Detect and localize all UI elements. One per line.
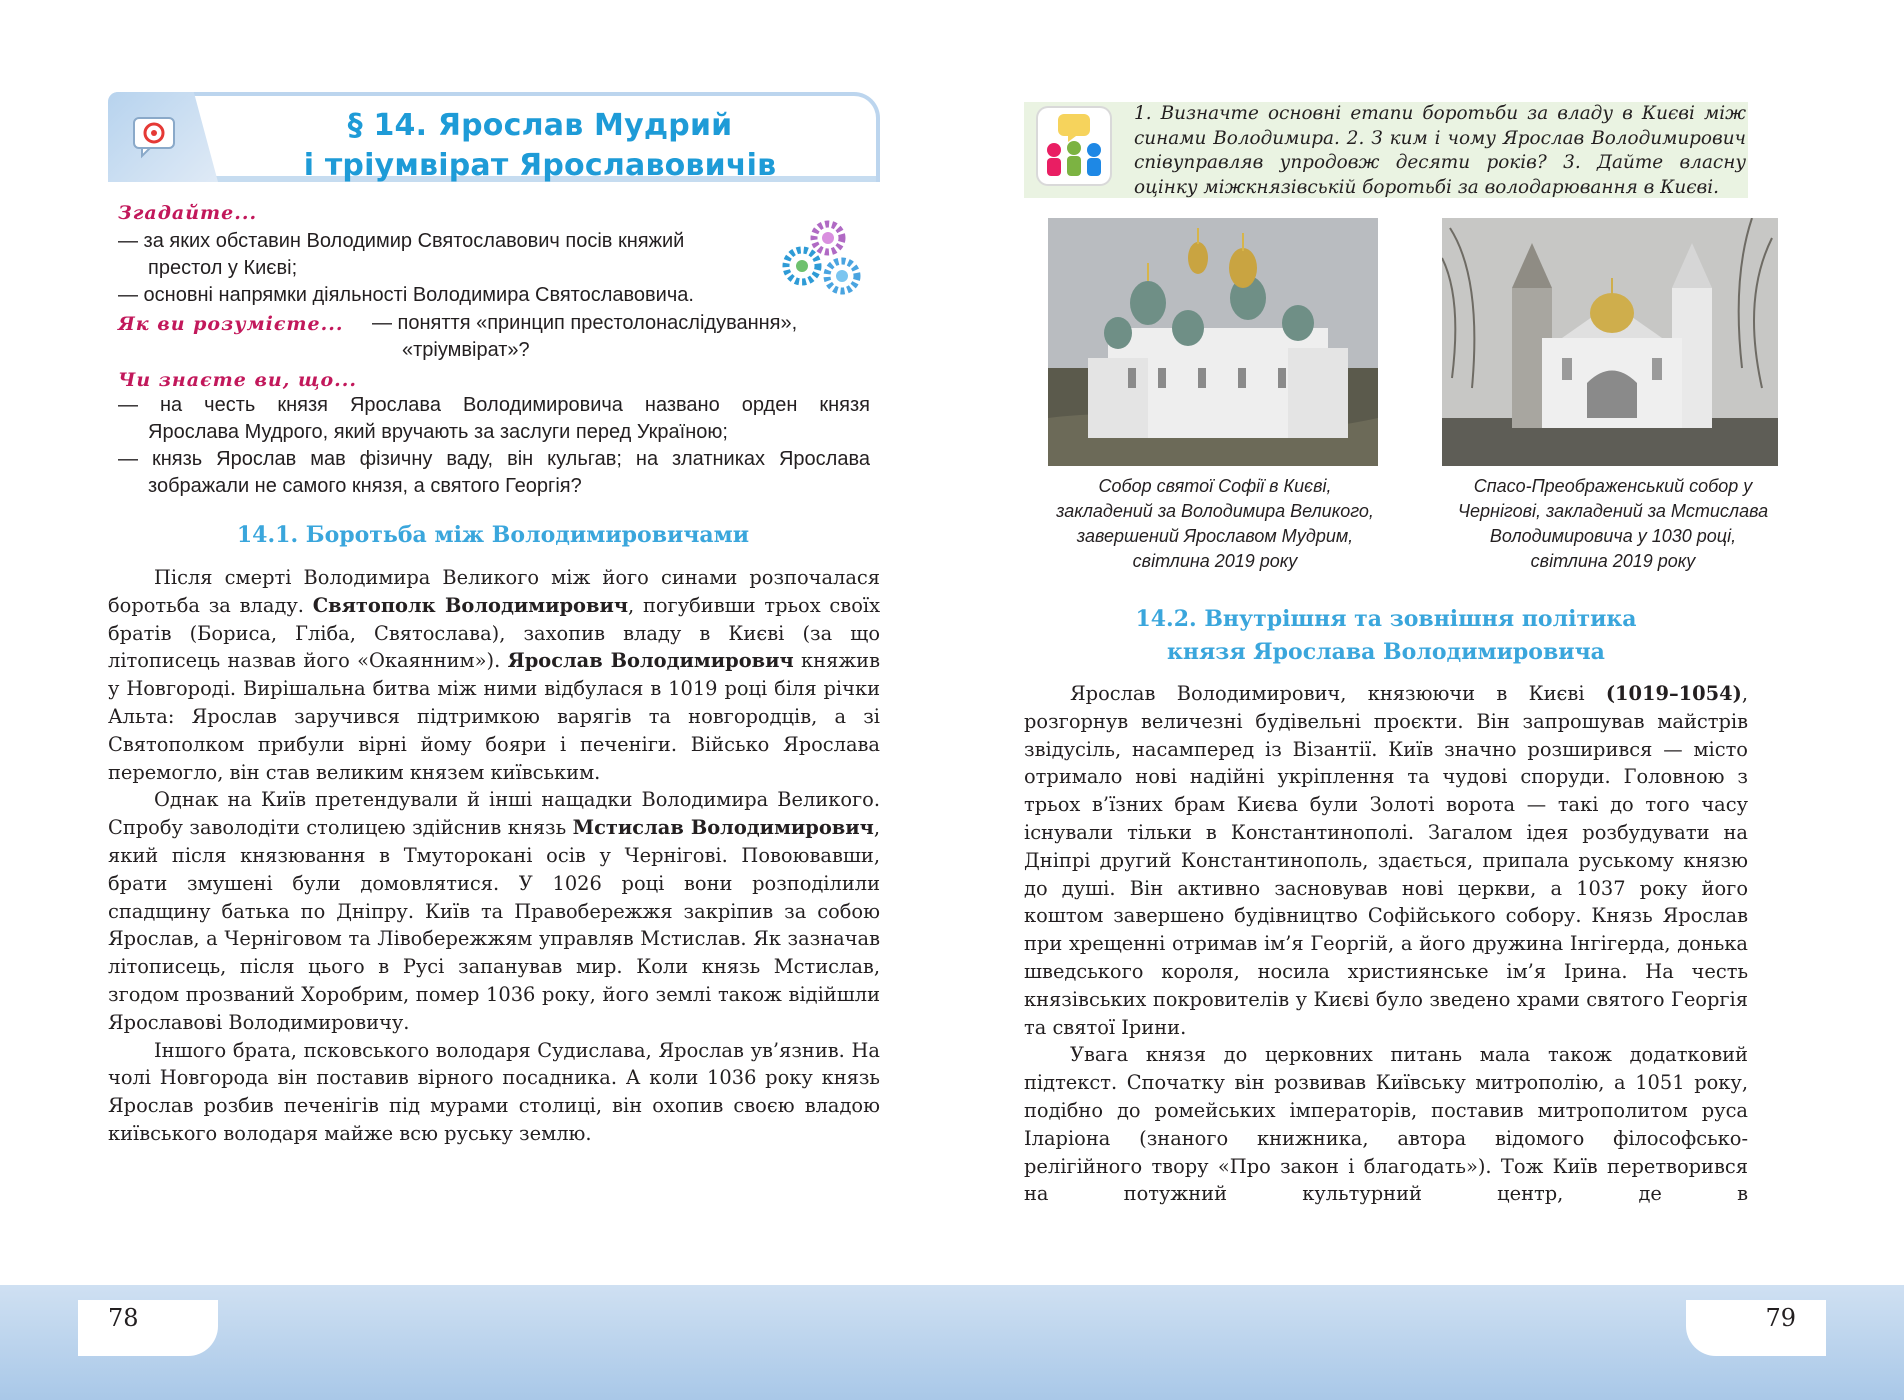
page-title-line2: і тріумвірат Ярославовичів: [303, 148, 777, 183]
photo-caption-right: Спасо-Преображенський собор у Чернігові, закладений за Мстислава Володимировича у 1030 році, світлина 2019 року: [1457, 476, 1769, 571]
paragraph: Після смерті Володимира Великого між його синами розпочалася боротьба за владу. Святополк Володимирович, погубивши трьох своїх братів (Бориса, Гліба, Святослава), захопив владу в Києві (за що літописець назвав його «Окаянним»). Ярослав Володимирович княжив у Новгороді. Вирішальна битва між ними відбулася в 1019 році біля річки Альта: Ярослав заручився підтримкою варягів та новгородців, а зі Святополком прибули вірні йому бояри і печеніги. Військо Ярослава перемогло, він став великим князем київським.: [108, 566, 881, 784]
recall-heading: Згадайте...: [118, 202, 258, 224]
paragraph: Ярослав Володимирович, князюючи в Києві (1019–1054), розгорнув величезні будівельні проєкти. Він запрошував майстрів звідусіль, насамперед із Візантії. Київ значно розширився — місто отримало нові надійні укріплення та чудові споруди. Головною з трьох в’їзних брам Києва були Золоті ворота — такі до того часу існували тільки в Константинополі. Загалом ідея розбудувати на Дніпрі другий Константинополь, здається, припала руському князю до душі. Він активно засновував нові церкви, а 1037 року його коштом завершено будівництво Софійського собору. Князь Ярослав при хрещенні отримав ім’я Георгій, а його дружина Інгігерда, донька шведського короля, носила християнське ім’я Ірина. На честь князівських покровителів у Києві було зведено храми святого Георгія та святої Ірини.: [1024, 682, 1748, 1039]
understand-text: — поняття «принцип престолонаслідування»,: [372, 312, 798, 334]
section-title-14-2-line1: 14.2. Внутрішня та зовнішня політика: [1135, 606, 1637, 632]
section-title-14-2-line2: князя Ярослава Володимировича: [1167, 639, 1605, 665]
recall-item: — основні напрямки діяльності Володимира Святославовича.: [118, 284, 694, 306]
paragraph: Увага князя до церковних питань мала також додатковий підтекст. Спочатку він розвивав Київську митрополію, а 1051 року, подібно до ромейських імператорів, поставив митрополитом руса Іларіона (знаного книжника, автора відомого філософсько-релігійного твору «Про закон і благодать»). Тож Київ перетворився на потужний культурний центр, де в: [1024, 1043, 1748, 1206]
paragraph: Іншого брата, псковського володаря Судислава, Ярослав ув’язнив. На чолі Новгорода він поставив вірного посадника. А коли 1036 року князь Ярослав розбив печенігів під мурами столиці, він охопив своєю владою київського володаря майже всю руську землю.: [108, 1038, 880, 1145]
group-discussion-icon: [1038, 108, 1110, 184]
understand-heading: Як ви розумієте...: [118, 313, 344, 335]
know-item: зображали не самого князя, а святого Георгія?: [148, 475, 582, 497]
page-number: 79: [1686, 1300, 1826, 1356]
know-item: — на честь князя Ярослава Володимировича названо орден князя: [118, 394, 870, 416]
know-item: Ярослава Мудрого, який вручають за заслуги перед Україною;: [148, 421, 728, 443]
recall-item: — за яких обставин Володимир Святославович посів княжий: [118, 230, 685, 252]
know-heading: Чи знаєте ви, що...: [118, 369, 358, 391]
photo-transfiguration-cathedral: [1442, 218, 1778, 466]
page-number: 78: [78, 1300, 218, 1356]
know-item: — князь Ярослав мав фізичну ваду, він кульгав; на златниках Ярослава: [118, 448, 870, 470]
recall-item: престол у Києві;: [148, 257, 298, 279]
section-title-14-1: 14.1. Боротьба між Володимировичами: [236, 522, 750, 548]
photo-st-sophia-cathedral: [1048, 218, 1378, 466]
section-14-2-body: [1024, 680, 1748, 1208]
understand-text: «тріумвірат»?: [402, 339, 530, 361]
photo-caption-left: Собор святої Софії в Києві, закладений за Володимира Великого, завершений Ярославом Мудрим, світлина 2019 року: [1056, 476, 1374, 571]
section-14-1-body: [108, 564, 880, 1148]
paragraph: Однак на Київ претендували й інші нащадки Володимира Великого. Спробу заволодіти столицею здійснив князь Мстислав Володимирович, який після князювання в Тмуторокані осів у Чернігові. Повоювавши, брати змушені були домовлятися. У 1026 році вони розподілили спадщину батька по Дніпру. Київ та Правобережжя закріпив за собою Ярослав, а Черніговом та Лівобережжям управляв Мстислав. Як зазначав літописець, після цього в Русі запанував мир. Коли князь Мстислав, згодом прозваний Хоробрим, помер 1036 року, його землі також відійшли Ярославові Володимировичу.: [108, 788, 881, 1034]
lesson-icon: [128, 112, 180, 162]
question-text: 1. Визначте основні етапи боротьби за владу в Києві між синами Володимира. 2. З ким і чому Ярослав Володимирович співуправляв упродовж десяти років? 3. Дайте власну оцінку міжкнязівській боротьбі за володарювання в Києві.: [1134, 103, 1746, 198]
gears-icon: [780, 216, 870, 306]
page-title-line1: § 14. Ярослав Мудрий: [347, 108, 733, 143]
right-page: [952, 0, 1904, 1400]
